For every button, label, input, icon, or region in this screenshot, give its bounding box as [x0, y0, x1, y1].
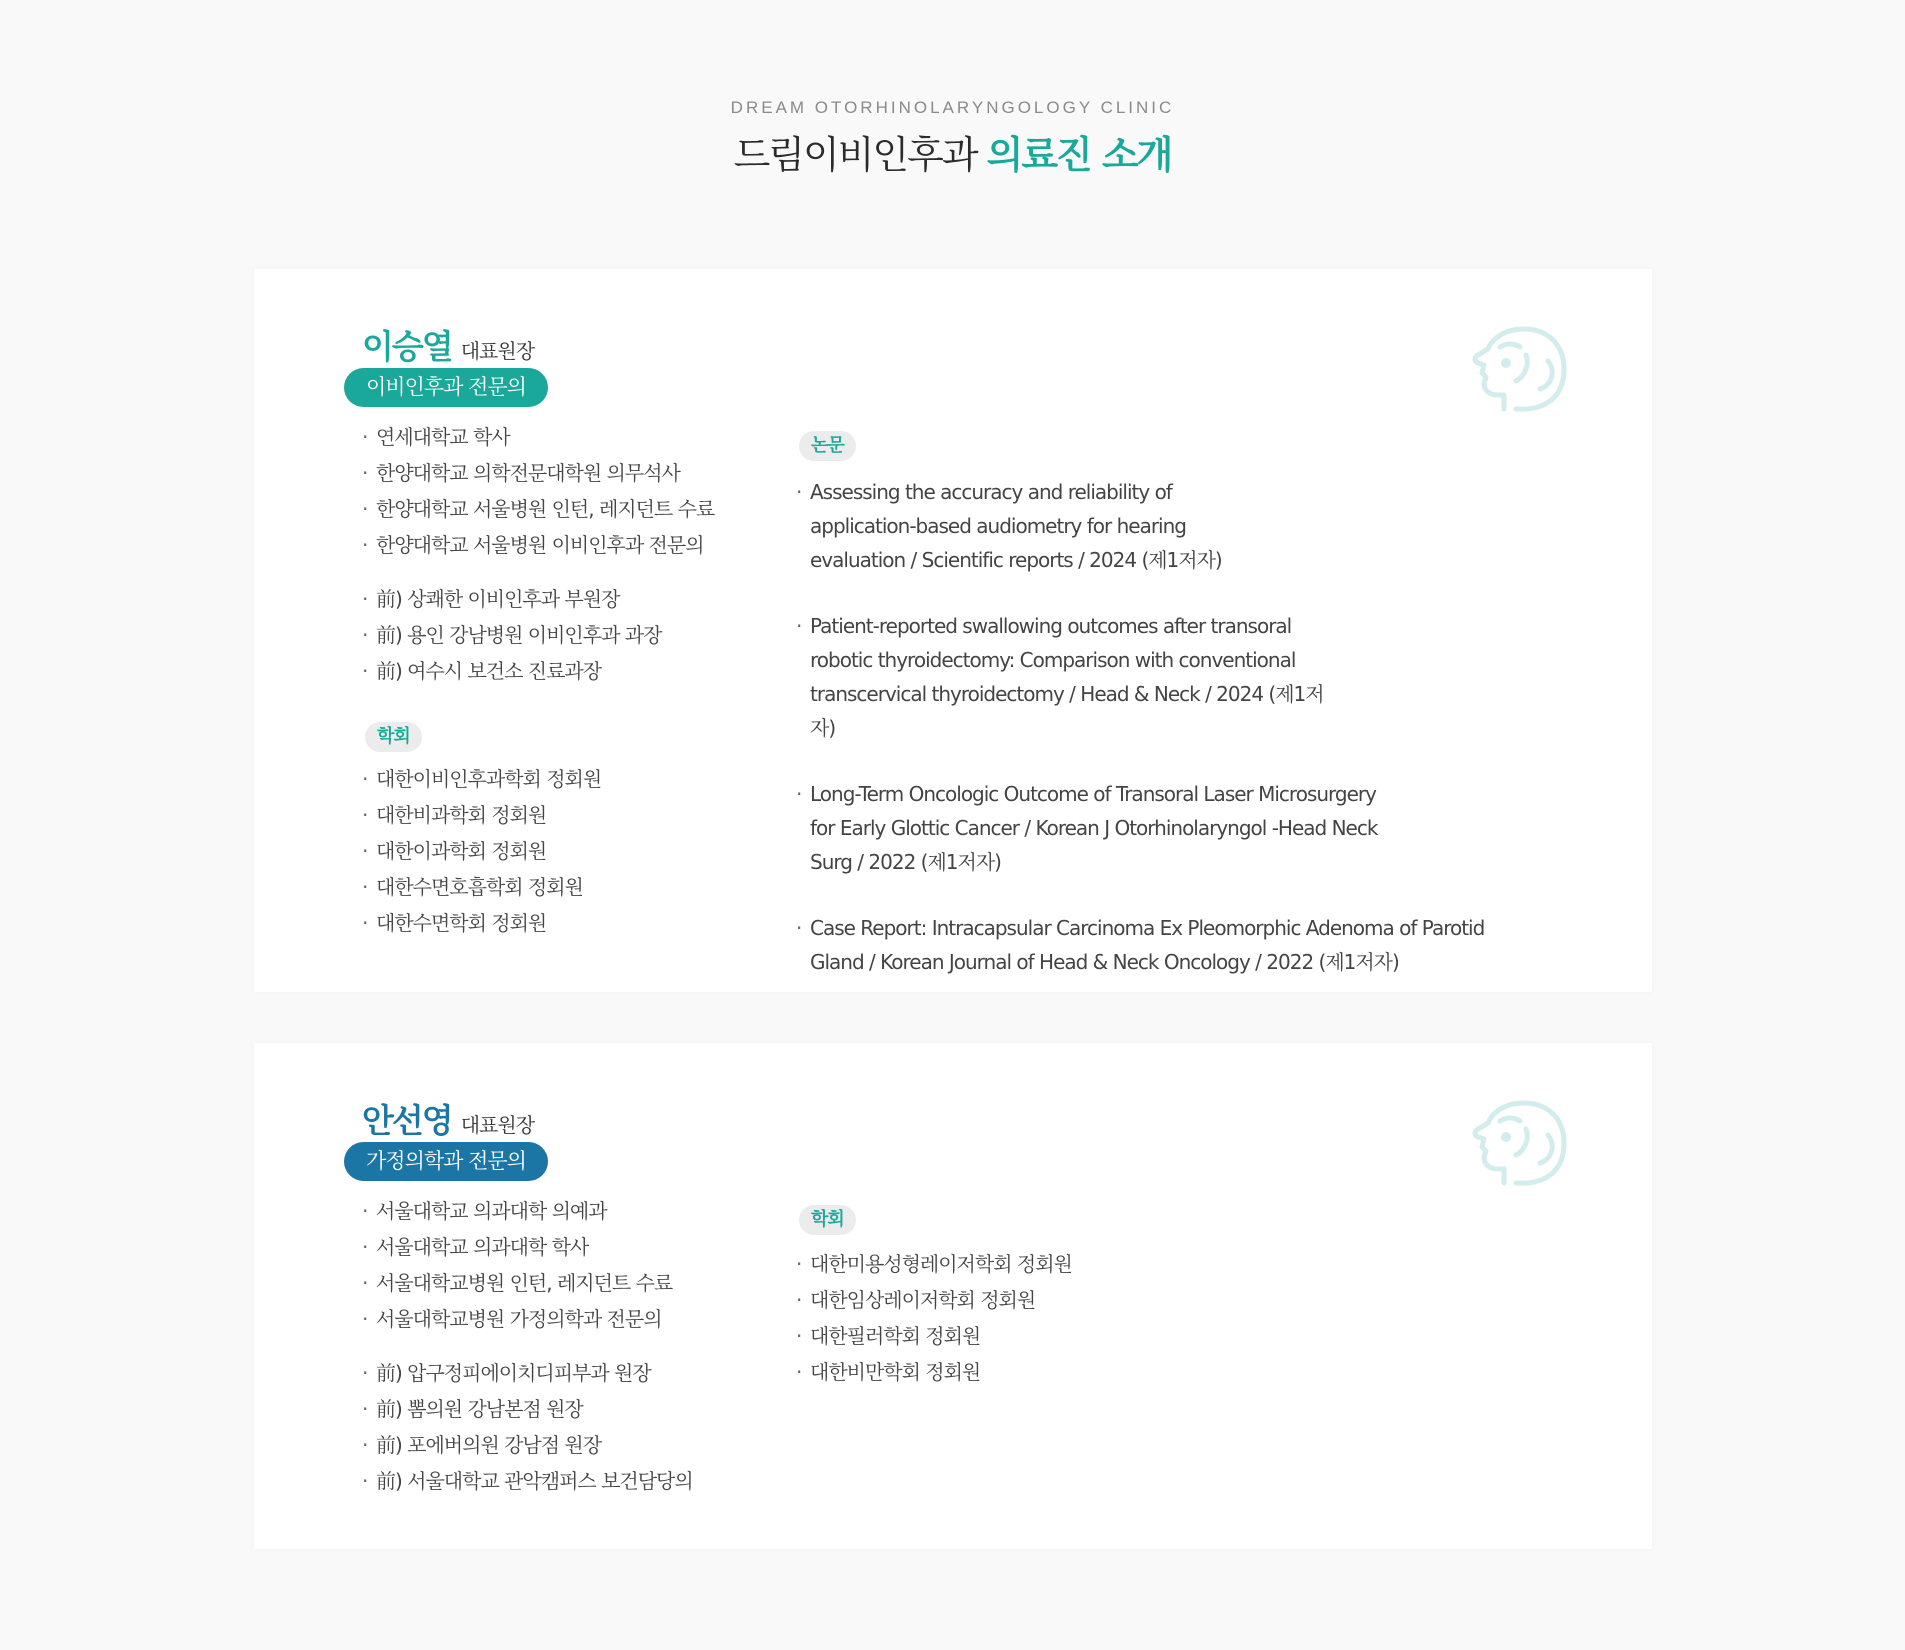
doctor-name-row: [362, 1095, 534, 1142]
page-header: [0, 98, 1905, 178]
doctor-name: 이승열: [362, 327, 452, 366]
list-item: · 연세대학교 학사: [362, 419, 714, 455]
list-item: · 前) 서울대학교 관악캠퍼스 보건담당의: [362, 1463, 693, 1499]
list-item: · 前) 압구정피에이치디피부과 원장: [362, 1355, 693, 1391]
title-highlight: 의료진 소개: [986, 133, 1172, 177]
society-label: 학회: [365, 722, 422, 752]
society-list: [362, 761, 601, 941]
education-list: [362, 1193, 672, 1337]
title-main: 드림이비인후과: [733, 133, 987, 177]
paper-item: · Long-Term Oncologic Outcome of Transoral Laser Microsurgery for Early Glottic Cancer / Korean J Otorhinolaryngol -Head Neck Surg / 2022 (제1저자): [796, 777, 1396, 879]
list-item: · 한양대학교 서울병원 인턴, 레지던트 수료: [362, 491, 714, 527]
list-item: · 대한이과학회 정회원: [362, 833, 601, 869]
doctor-name: 안선영: [362, 1101, 452, 1140]
society-label: 학회: [799, 1205, 856, 1235]
face-profile-icon: [1472, 325, 1568, 413]
list-item: · 대한비과학회 정회원: [362, 797, 601, 833]
doctor-card-1: [254, 269, 1652, 992]
list-item: · 前) 용인 강남병원 이비인후과 과장: [362, 617, 661, 653]
doctor-name-row: [362, 321, 534, 368]
list-item: · 대한미용성형레이저학회 정회원: [796, 1246, 1072, 1282]
specialty-badge: 가정의학과 전문의: [344, 1142, 548, 1181]
education-list: [362, 419, 714, 563]
list-item: · 서울대학교병원 가정의학과 전문의: [362, 1301, 672, 1337]
career-list: [362, 581, 661, 689]
page-title: [0, 132, 1905, 178]
doctor-role: 대표원장: [460, 1113, 535, 1137]
specialty-badge: 이비인후과 전문의: [344, 368, 548, 407]
list-item: · 前) 뽐의원 강남본점 원장: [362, 1391, 693, 1427]
list-item: · 서울대학교 의과대학 의예과: [362, 1193, 672, 1229]
career-list: [362, 1355, 693, 1499]
paper-item: · Patient-reported swallowing outcomes after transoral robotic thyroidectomy: Comparison with conventional transcervical thyroidectomy / Head & Neck / 2024 (제1저자): [796, 609, 1336, 745]
list-item: · 대한수면학회 정회원: [362, 905, 601, 941]
list-item: · 前) 포에버의원 강남점 원장: [362, 1427, 693, 1463]
paper-item: · Case Report: Intracapsular Carcinoma Ex Pleomorphic Adenoma of Parotid Gland / Korean Journal of Head & Neck Oncology / 2022 (제1저자): [796, 911, 1496, 979]
list-item: · 前) 상쾌한 이비인후과 부원장: [362, 581, 661, 617]
papers-label: 논문: [799, 431, 856, 461]
list-item: · 대한필러학회 정회원: [796, 1318, 1072, 1354]
doctor-role: 대표원장: [460, 339, 535, 363]
list-item: · 대한이비인후과학회 정회원: [362, 761, 601, 797]
list-item: · 대한수면호흡학회 정회원: [362, 869, 601, 905]
list-item: · 前) 여수시 보건소 진료과장: [362, 653, 661, 689]
list-item: · 한양대학교 의학전문대학원 의무석사: [362, 455, 714, 491]
society-list: [796, 1246, 1072, 1390]
list-item: · 대한임상레이저학회 정회원: [796, 1282, 1072, 1318]
papers-list: [796, 475, 1496, 1011]
doctor-card-2: [254, 1043, 1652, 1549]
paper-item: · Assessing the accuracy and reliability of application-based audiometry for hearing evaluation / Scientific reports / 2024 (제1저자): [796, 475, 1276, 577]
list-item: · 대한비만학회 정회원: [796, 1354, 1072, 1390]
clinic-eyebrow: DREAM OTORHINOLARYNGOLOGY CLINIC: [730, 98, 1175, 117]
list-item: · 서울대학교병원 인턴, 레지던트 수료: [362, 1265, 672, 1301]
list-item: · 서울대학교 의과대학 학사: [362, 1229, 672, 1265]
face-profile-icon: [1472, 1099, 1568, 1187]
list-item: · 한양대학교 서울병원 이비인후과 전문의: [362, 527, 714, 563]
